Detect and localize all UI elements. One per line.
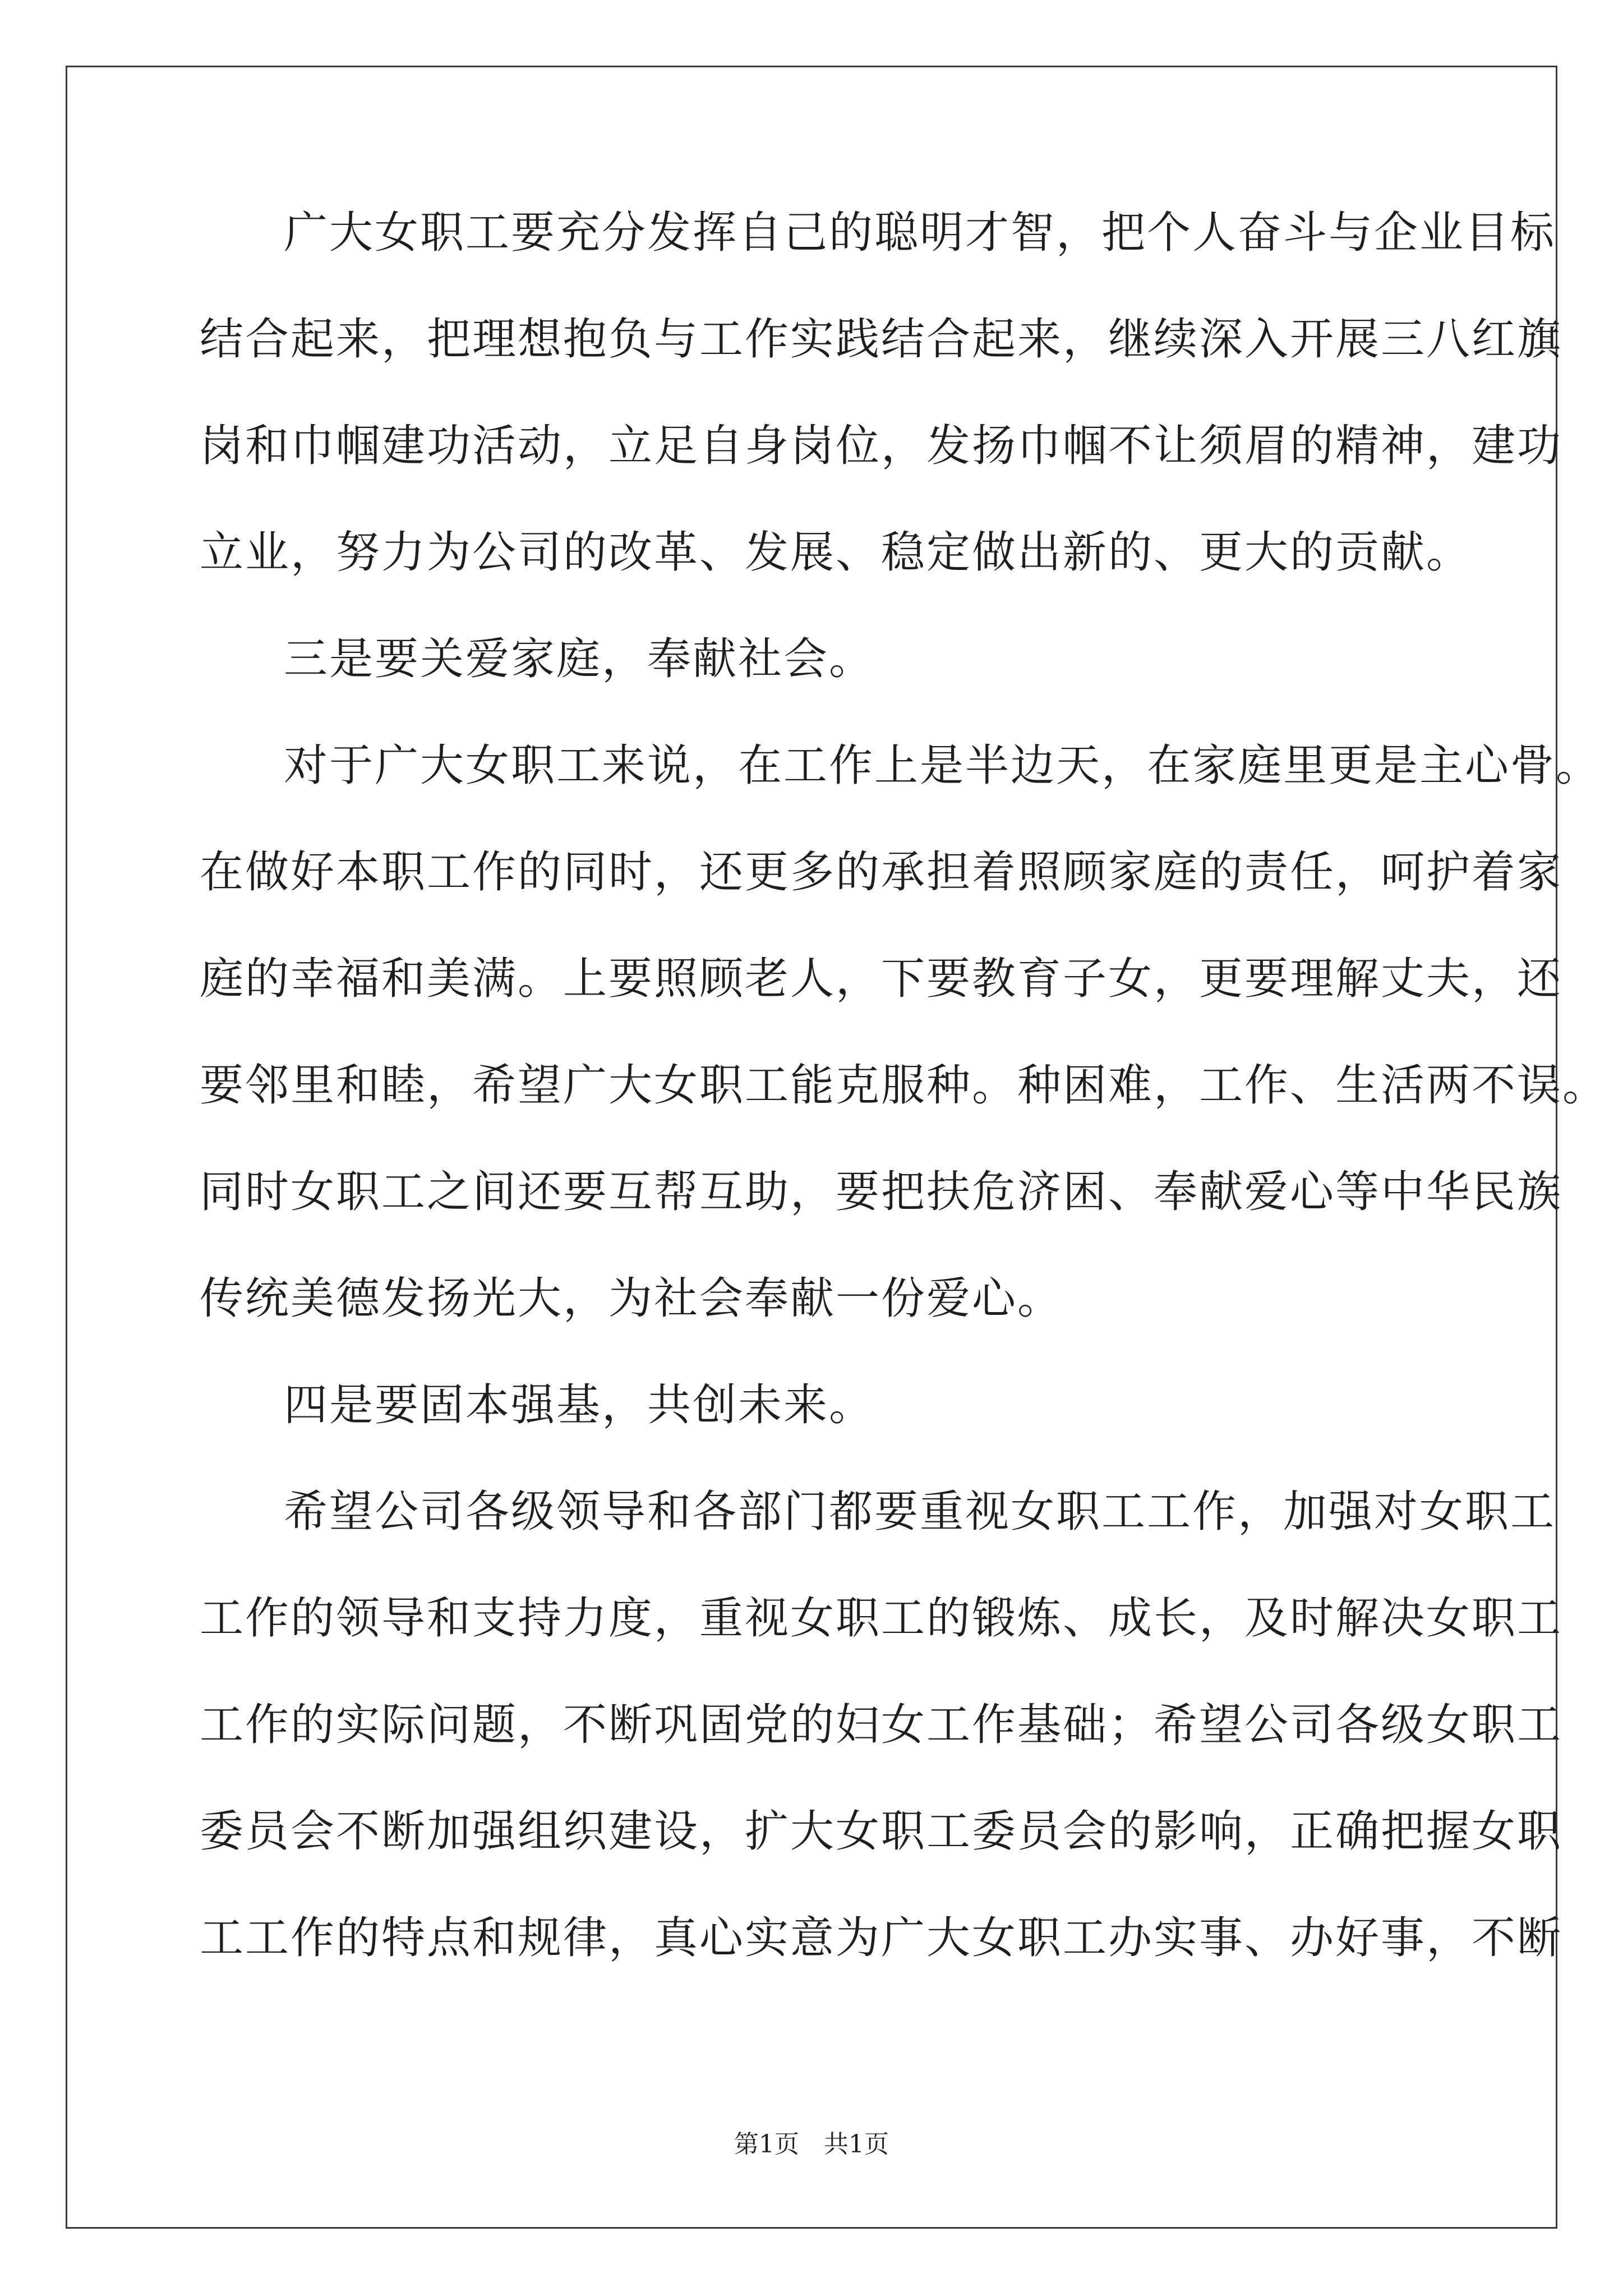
paragraph-line: 要邻里和睦，希望广大女职工能克服种。种困难，工作、生活两不误。 xyxy=(200,1060,1608,1111)
paragraph-line: 岗和巾帼建功活动，立足自身岗位，发扬巾帼不让须眉的精神，建功 xyxy=(200,421,1563,471)
paragraph-line: 工作的实际问题，不断巩固党的妇女工作基础；希望公司各级女职工 xyxy=(200,1700,1563,1750)
paragraph-line: 立业，努力为公司的改革、发展、稳定做出新的、更大的贡献。 xyxy=(200,527,1472,578)
section-heading: 四是要固本强基，共创未来。 xyxy=(284,1380,875,1430)
paragraph-line: 广大女职工要充分发挥自己的聪明才智，把个人奋斗与企业目标 xyxy=(284,208,1556,258)
document-body xyxy=(200,208,1608,2021)
paragraph-line: 委员会不断加强组织建设，扩大女职工委员会的影响，正确把握女职 xyxy=(200,1806,1563,1857)
paragraph-line: 工工作的特点和规律，真心实意为广大女职工办实事、办好事，不断 xyxy=(200,1913,1563,1963)
paragraph-line: 在做好本职工作的同时，还更多的承担着照顾家庭的责任，呵护着家 xyxy=(200,847,1563,898)
paragraph-line: 传统美德发扬光大，为社会奉献一份爱心。 xyxy=(200,1273,1063,1324)
paragraph-line: 工作的领导和支持力度，重视女职工的锻炼、成长，及时解决女职工 xyxy=(200,1593,1563,1644)
paragraph-line: 结合起来，把理想抱负与工作实践结合起来，继续深入开展三八红旗 xyxy=(200,314,1563,365)
paragraph-line: 庭的幸福和美满。上要照顾老人，下要教育子女，更要理解丈夫，还 xyxy=(200,954,1563,1004)
paragraph-line: 对于广大女职工来说，在工作上是半边天，在家庭里更是主心骨。 xyxy=(284,740,1602,791)
section-heading: 三是要关爱家庭，奉献社会。 xyxy=(284,634,875,684)
page-footer: 第1页 共1页 xyxy=(734,2130,889,2159)
paragraph-line: 同时女职工之间还要互帮互助，要把扶危济困、奉献爱心等中华民族 xyxy=(200,1167,1563,1217)
paragraph-line: 希望公司各级领导和各部门都要重视女职工工作，加强对女职工 xyxy=(284,1487,1556,1537)
